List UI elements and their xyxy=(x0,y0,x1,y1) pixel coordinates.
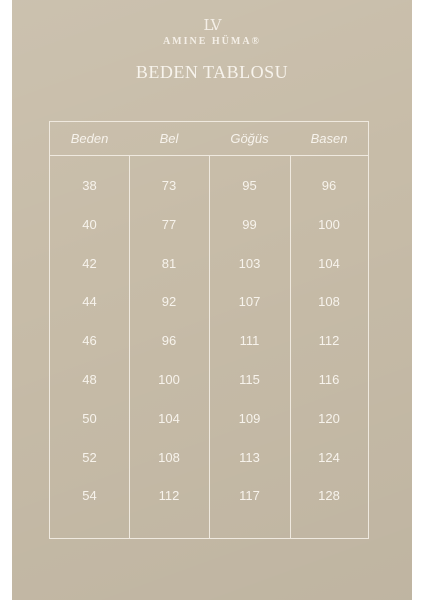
cell-chest: 117 xyxy=(239,488,260,504)
cell-hip: 108 xyxy=(318,294,340,310)
cell-chest: 95 xyxy=(242,178,257,193)
size-table xyxy=(49,121,369,539)
cell-size: 52 xyxy=(82,449,97,465)
cell-chest: 107 xyxy=(238,294,261,310)
header-chest: Göğüs xyxy=(230,131,269,146)
brand-logo-mark: LV xyxy=(203,16,221,34)
cell-hip: 100 xyxy=(318,216,340,232)
cell-chest: 109 xyxy=(238,410,261,426)
cell-hip: 112 xyxy=(318,333,340,349)
cell-chest: 115 xyxy=(239,372,260,387)
cell-waist: 100 xyxy=(158,372,180,387)
cell-size: 54 xyxy=(82,488,97,504)
cell-hip: 124 xyxy=(318,449,340,465)
cell-hip: 128 xyxy=(318,488,340,504)
header-hip: Basen xyxy=(310,131,348,146)
cell-chest: 103 xyxy=(238,255,261,271)
header-waist: Bel xyxy=(159,131,179,146)
cell-hip: 116 xyxy=(318,372,340,387)
cell-chest: 99 xyxy=(242,216,257,232)
cell-hip: 96 xyxy=(321,178,337,193)
cell-chest: 113 xyxy=(239,449,260,465)
cell-waist: 77 xyxy=(161,216,177,232)
cell-size: 50 xyxy=(82,410,97,426)
cell-hip: 120 xyxy=(318,410,340,426)
cell-waist: 73 xyxy=(161,178,177,193)
cell-waist: 81 xyxy=(161,255,177,271)
cell-size: 38 xyxy=(82,178,97,193)
cell-waist: 96 xyxy=(161,333,177,349)
cell-waist: 108 xyxy=(158,449,180,465)
brand-name: AMINE HÜMA® xyxy=(162,36,262,47)
cell-size: 44 xyxy=(82,294,97,310)
cell-size: 48 xyxy=(82,372,97,387)
cell-size: 46 xyxy=(82,333,97,349)
cell-chest: 111 xyxy=(239,333,260,349)
header-size: Beden xyxy=(70,131,109,146)
cell-size: 42 xyxy=(82,255,97,271)
cell-waist: 92 xyxy=(161,294,177,310)
cell-hip: 104 xyxy=(318,255,340,271)
cell-size: 40 xyxy=(82,216,97,232)
cell-waist: 104 xyxy=(158,410,180,426)
page-title: BEDEN TABLOSU xyxy=(135,62,289,82)
cell-waist: 112 xyxy=(158,488,180,504)
